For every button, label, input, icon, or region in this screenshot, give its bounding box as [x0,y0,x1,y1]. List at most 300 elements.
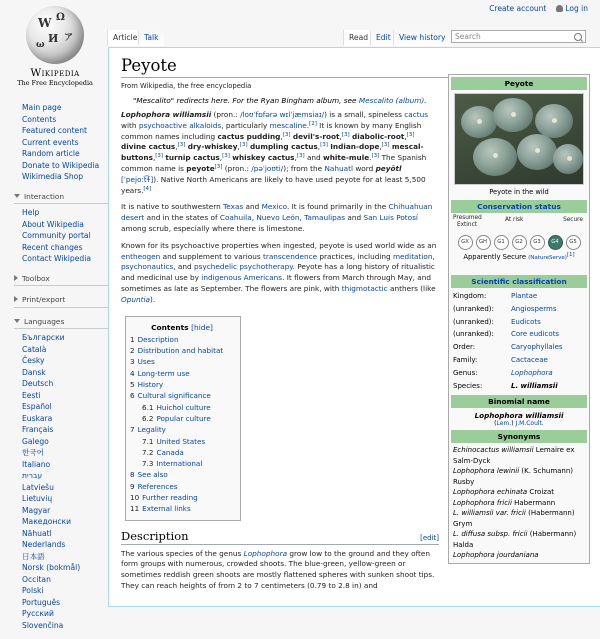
author-coult-link[interactable]: J.M.Coult. [515,420,544,428]
tab-history[interactable] [393,30,451,46]
sidebar-item-1[interactable] [22,114,114,126]
toc-link[interactable]: Uses [137,357,155,367]
scientific-classification-header[interactable] [451,275,587,288]
text: , particularly [221,120,270,130]
text: . It is found primarily in the [286,202,389,212]
text: anthers (like [387,283,436,293]
toc-number: 3 [130,357,135,367]
binomial-name: Lophophora williamsii [474,411,564,421]
taxonomy-rank: Genus: [453,368,478,377]
toc-link[interactable]: Distribution and habitat [137,346,224,356]
toc-link[interactable]: Further reading [142,493,198,502]
language-item-link[interactable]: Magyar [22,505,51,515]
toc-link[interactable]: Huichol culture [156,402,211,412]
natureserve-link[interactable]: (NatureServe) [528,255,567,261]
interaction-title: Interaction [24,191,65,201]
sidebar [14,102,114,639]
taxonomy-value-link[interactable]: Angiosperms [511,304,557,313]
language-item-8[interactable] [22,424,114,436]
taxonomy-row [451,367,587,380]
language-item-14[interactable] [22,493,114,505]
toc-link[interactable]: Popular culture [156,413,211,423]
toc-item[interactable] [130,368,234,379]
conservation-code-gh: GH [476,235,491,250]
language-item-19[interactable] [22,551,114,563]
language-item-link[interactable]: Occitan [22,574,51,584]
lophophora-link[interactable]: Lophophora [243,548,288,558]
toc-item[interactable] [130,402,234,413]
text: . Peyote has a long history of ritualistic and medicinal use by [121,262,435,283]
tamaulipas-link[interactable]: Tamaulipas [304,213,346,223]
synonym-authority: Croizat [527,488,554,497]
ref-link[interactable]: [3] [341,131,350,138]
toc-link[interactable]: United States [156,436,206,446]
logo-tagline: The Free Encyclopedia [17,79,93,87]
page-title: Peyote [121,56,590,78]
common-name: peyote [186,163,215,173]
toc-link[interactable]: Legality [137,425,166,435]
toolbox-title: Toolbox [22,273,50,283]
language-item-link[interactable]: Polski [22,586,44,595]
ref-link[interactable]: [3] [406,131,415,138]
toc-number: 7.2 [142,447,154,457]
sidebar-interaction-item-4[interactable] [22,253,114,265]
toc-link[interactable]: Cultural significance [137,391,211,401]
sidebar-interaction-item-link[interactable]: Help [22,208,40,217]
language-item-25[interactable] [22,620,114,632]
language-item-link[interactable]: Български [22,333,65,342]
synonym-name: L. williamsii var. fricii [453,509,526,518]
language-item-link[interactable]: Nāhuatl [22,528,52,538]
sidebar-interaction-item-2[interactable] [22,230,114,242]
sidebar-item-0[interactable] [22,102,114,114]
synonym-name: Echinocactus williamsii [453,446,534,455]
toc-item[interactable] [130,345,234,356]
at-risk-label: At risk [505,217,524,223]
ipa-link[interactable]: /pəˈjoʊti/ [251,163,284,173]
text: among scrub, especially where there is limestone. [121,223,305,233]
sidebar-item-link[interactable]: Main page [22,103,62,112]
wikipedia-logo[interactable] [14,6,96,87]
language-item-16[interactable] [22,516,114,528]
toc-number: 8 [130,470,135,480]
conservation-scale-labels [451,215,587,233]
tab-read-label[interactable]: Read [349,33,369,42]
synonym-item [451,498,587,509]
toc-item[interactable] [130,424,234,435]
edit-section-link[interactable]: [edit] [420,533,439,542]
conservation-status-header[interactable] [451,200,587,213]
language-item-link[interactable]: Español [22,402,52,411]
presumed-extinct-label: Presumed Extinct [453,215,482,228]
common-name: dry-whiskey [187,142,238,152]
common-name: mescal-buttons [121,142,424,163]
taxonomy-value-link[interactable]: Eudicots [511,317,541,326]
language-item-9[interactable] [22,436,114,448]
language-item-1[interactable] [22,344,114,356]
toc-link[interactable]: See also [137,470,168,480]
sidebar-item-link[interactable]: Featured content [22,126,88,135]
language-item-link[interactable]: Lietuvių [22,494,53,503]
language-item-10[interactable] [22,447,114,459]
sidebar-item-link[interactable]: Donate to Wikipedia [22,160,100,170]
taxonomy-row [451,341,587,354]
taxonomy-row [451,290,587,303]
language-item-15[interactable] [22,505,114,517]
texas-link[interactable]: Texas [223,202,244,212]
text: ( [494,420,497,428]
binomial-authority [451,420,587,427]
ref-link[interactable]: [3] [155,153,164,160]
taxonomy-value-link[interactable]: Lophophora [511,368,553,377]
toc-link[interactable]: International [156,459,203,469]
ref-link[interactable]: [4] [143,185,152,192]
synonym-name: Lophophora jourdaniana [453,551,539,560]
sidebar-item-2[interactable] [22,125,114,137]
language-item-12[interactable] [22,470,114,482]
ref-link[interactable]: [3] [239,142,248,149]
toolbox-heading[interactable] [14,273,114,287]
taxonomy-row [451,328,587,341]
language-item-link[interactable]: Norsk (bokmål) [22,563,81,572]
toc-list [130,334,234,515]
tab-edit-label[interactable]: Edit [376,33,391,42]
toc-item[interactable] [130,356,234,367]
language-item-7[interactable] [22,413,114,425]
conservation-code-g5: G5 [566,235,581,250]
transcendence-link[interactable]: transcendence [262,251,318,261]
synonym-item [451,529,587,550]
conservation-code-gx: GX [458,235,473,250]
ipa-link[interactable]: /loʊˈfɒfərə wɪlˈjæmsiaɪ/ [240,110,325,119]
section-heading-description [121,529,439,545]
mescaline-link[interactable]: mescaline [269,120,307,130]
hatnote-end: . [424,96,427,105]
opuntia-link[interactable]: Opuntia [121,294,150,304]
thigmotactic-link[interactable]: thigmotactic [341,283,388,293]
language-item-link[interactable]: Latviešu [22,482,54,492]
synonym-name: L. diffusa subsp. fricii [453,530,528,539]
language-item-link[interactable]: Italiano [22,459,51,469]
pron-end: ) [324,110,327,119]
languages-list [14,332,114,631]
sidebar-item-link[interactable]: Current events [22,137,79,147]
language-item-17[interactable] [22,528,114,540]
synonym-authority: (Habermann) Halda [453,530,577,549]
pron-label: (pron.: [213,110,241,119]
sidebar-item-5[interactable] [22,160,114,172]
taxonomy-value-link[interactable]: Cactaceae [511,355,548,364]
san-luis-potosi-link[interactable]: San Luis Potosí [363,213,418,223]
taxonomy-value-link[interactable]: Core eudicots [511,330,560,339]
toc-number: 6.1 [142,402,154,412]
text: and [304,153,323,163]
language-item-link[interactable]: Português [22,597,61,607]
taxonomy-rank: (unranked): [453,317,494,326]
toc-link[interactable]: Long-term use [137,368,190,378]
language-item-link[interactable]: Русский [22,609,54,618]
conservation-status-chart[interactable] [451,215,587,273]
sidebar-item-link[interactable]: Contents [22,114,57,124]
common-name: Indian-dope [330,142,380,152]
common-name: white-mule [323,153,370,163]
language-item-link[interactable]: 日本語 [22,551,45,561]
sidebar-interaction-item-link[interactable]: Recent changes [22,242,83,252]
peyote-photo[interactable] [454,93,584,185]
language-item-link[interactable]: עברית [22,471,43,480]
language-item-18[interactable] [22,539,114,551]
chihuahuan-link[interactable]: Chihuahuan desert [121,202,433,223]
language-item-23[interactable] [22,597,114,609]
toc-number: 6.2 [142,413,154,423]
toc-item[interactable] [130,390,234,401]
taxonomy-rank: Order: [453,343,476,352]
indigenous-americans-link[interactable]: indigenous Americans [201,273,283,283]
tab-talk[interactable] [138,30,164,46]
login-label[interactable]: Log in [565,4,588,13]
sidebar-item-3[interactable] [22,137,114,149]
login-link[interactable] [556,4,588,13]
text: . It flowers from March through May, and sometimes as late as September. The flowers are pink, with [121,273,432,293]
psychoactive-link[interactable]: psychoactive [138,120,187,130]
interaction-portal [14,191,114,265]
create-account-link[interactable]: Create account [489,4,547,13]
sidebar-interaction-item-link[interactable]: About Wikipedia [22,219,84,229]
language-item-link[interactable]: Slovenčina [22,620,64,630]
synonym-name: Lophophora echinata [453,488,528,497]
language-item-21[interactable] [22,574,114,586]
entheogen-link[interactable]: entheogen [121,251,161,261]
synonyms-list [451,445,587,561]
ref-link[interactable]: [3] [296,153,305,160]
language-item-link[interactable]: 한국어 [22,448,45,457]
common-name: diabolic-root [351,131,405,141]
toc-number: 7 [130,425,135,435]
toc-link[interactable]: Description [137,334,179,344]
mexico-link[interactable]: Mexico [261,202,287,212]
ref-link[interactable]: [3] [177,142,186,149]
sidebar-interaction-item-3[interactable] [22,242,114,254]
toc-item[interactable] [130,503,234,514]
languages-heading[interactable] [14,316,114,330]
language-item-4[interactable] [22,378,114,390]
language-item-link[interactable]: Galego [22,436,49,446]
synonym-name: Lophophora fricii [453,498,512,507]
conservation-code-g3: G3 [530,235,545,250]
toc-item[interactable] [130,481,234,492]
language-item-6[interactable] [22,401,114,413]
taxonomy-rank: (unranked): [453,330,494,339]
language-item-2[interactable] [22,355,114,367]
tab-history-label[interactable]: View history [399,33,446,42]
text: , and [173,262,194,272]
taxonomy-rank: (unranked): [453,304,494,313]
intro-paragraph-2: It is native to southwestern Texas and Mexico. It is found primarily in the Chihuahuan desert and in the states of Coahuila, Nuevo León, Tamaulipas and San Luis Potosí among scrub, especially where there is limestone. [121,202,433,233]
print-portal [14,294,114,308]
conservation-status-label[interactable]: Conservation status [477,202,561,211]
tab-article-label[interactable]: Article [113,33,138,42]
print-title: Print/export [22,295,66,304]
author-lem-link[interactable]: Lem. [496,420,512,428]
binomial-name-header: Binomial name [451,395,587,408]
chevron-down-icon [14,319,20,323]
nuevo-leon-link[interactable]: Nuevo León [256,213,300,223]
taxonomy-value-link[interactable]: L. williamsii [511,381,558,390]
language-item-link[interactable]: Dansk [22,367,46,377]
toc-link[interactable]: External links [142,504,191,514]
toc-item[interactable] [130,334,234,345]
sidebar-interaction-item-1[interactable] [22,219,114,231]
common-name: devil's-root [292,131,340,141]
language-item-13[interactable] [22,482,114,494]
text: ) [511,420,516,428]
toc-item[interactable] [130,469,234,480]
synonym-authority: Habermann [511,498,556,507]
language-item-0[interactable] [22,332,114,344]
language-item-link[interactable]: Català [22,344,47,354]
infobox-title: Peyote [451,77,587,90]
sidebar-item-link[interactable]: Random article [22,149,80,158]
sidebar-interaction-item-link[interactable]: Contact Wikipedia [22,254,91,263]
search-icon[interactable] [574,33,582,41]
text: and in the states of [144,213,220,223]
synonyms-header: Synonyms [451,430,587,443]
intro-paragraph-1: Lophophora williamsii (pron.: /loʊˈfɒfərə wɪlˈjæmsiaɪ/) is a small, spineless cactus with psychoactive alkaloids, particularly mescaline.[2] It is known by many English common names including cactus pudding,[3] devil's-root,[3] diabolic-root,[3] divine cactus,[3] dry-whiskey,[3] dumpling cactus,[3] Indian-dope,[3] mescal-buttons,[3] turnip cactus,[3] whiskey cactus,[3] and white-mule.[3] The Spanish common name is peyote[3] (pron.: /pəˈjoʊti/); from the Nahuatl word peyōtl [ˈpejoːt͡ɬ]). Native North Americans are likely to have used peyote for at least 5,500 years.[4] [121,110,429,195]
taxonomy-rank: Kingdom: [453,292,487,300]
taxonomy-value-link[interactable]: Plantae [511,292,538,300]
synonym-authority: (K. Schumann) Rusby [453,467,574,486]
toc-number: 6 [130,391,135,401]
meditation-link[interactable]: meditation [392,251,433,261]
toc-item[interactable] [130,379,234,390]
sidebar-interaction-item-link[interactable]: Community portal [22,231,91,240]
taxonomy-value-link[interactable]: Caryophyllales [511,343,563,352]
ipa-link[interactable]: [ˈpejoːt͡ɬ] [121,174,154,184]
sidebar-item-4[interactable] [22,148,114,160]
conservation-code-g2: G2 [512,235,527,250]
language-item-link[interactable]: Македонски [22,517,72,526]
languages-title: Languages [24,316,65,326]
navigation-portal [14,102,114,183]
sidebar-item-link[interactable]: Wikimedia Shop [22,172,84,181]
language-item-11[interactable] [22,459,114,471]
intro-binomial: Lophophora williamsii [121,110,212,119]
text: ). [150,294,156,304]
language-item-5[interactable] [22,390,114,402]
language-item-link[interactable]: Français [22,425,54,434]
language-item-20[interactable] [22,562,114,574]
toc-item[interactable] [130,413,234,424]
text: ); from the [283,163,325,173]
ref-link[interactable]: [3] [381,142,390,149]
text: and [345,213,364,223]
toc-number: 7.1 [142,436,154,446]
ref-link[interactable]: [2] [309,120,317,127]
tab-edit[interactable] [370,30,396,46]
logo-wordmark: Wikipedia [30,67,80,79]
coahuila-link[interactable]: Coahuila [219,213,252,223]
toc-number: 9 [130,481,135,491]
photo-caption: Peyote in the wild [489,188,549,196]
ref-link[interactable]: [3] [320,142,328,149]
language-item-link[interactable]: Deutsch [22,379,54,388]
toc-item[interactable] [130,492,234,503]
synonym-item [451,487,587,498]
ref-link[interactable]: [1] [566,252,575,258]
search-placeholder: Search [455,32,481,41]
language-item-link[interactable]: Eesti [22,390,41,400]
tab-read[interactable] [343,30,373,46]
synonym-item [451,445,587,466]
language-item-link[interactable]: Euskara [22,413,53,423]
text: The various species of the genus [121,548,244,558]
tab-talk-label[interactable]: Talk [144,33,159,42]
common-name: divine cactus [121,142,176,152]
toc-item[interactable] [130,458,234,469]
language-item-link[interactable]: Nederlands [22,540,66,549]
text: is a small, spineless [326,110,405,119]
chevron-down-icon [14,194,20,198]
ref-link[interactable]: [3] [282,131,291,138]
sidebar-item-6[interactable] [22,171,114,183]
synonym-name: Lophophora lewinii [453,467,520,476]
toc-item[interactable] [130,436,234,447]
toc-link[interactable]: History [137,380,164,390]
synonym-item [451,550,587,561]
nahuatl-link[interactable]: Nahuatl [324,163,353,173]
taxonomy-rank: Family: [453,355,478,364]
text: Known for its psychoactive properties when ingested, peyote is used world wide as an [121,240,437,250]
ref-link[interactable]: [3] [222,153,230,160]
language-item-22[interactable] [22,585,114,597]
languages-portal [14,316,114,632]
taxonomy-row [451,380,587,393]
toc-hide-link[interactable]: [hide] [191,322,213,332]
alkaloids-link[interactable]: alkaloids [189,120,222,130]
toc-item[interactable] [130,447,234,458]
synonym-item [451,466,587,487]
taxonomy-rank: Species: [453,381,483,390]
scientific-classification-label[interactable]: Scientific classification [471,277,567,286]
print-heading[interactable] [14,294,114,308]
language-item-24[interactable] [22,608,114,620]
taxobox [448,74,590,564]
cactus-link[interactable]: cactus [404,110,429,119]
toc-title [130,322,234,333]
navigation-list [14,102,114,183]
interaction-list [14,207,114,265]
psychonautics-link[interactable]: psychonautics [121,262,174,272]
ref-link[interactable]: [3] [214,163,223,170]
search-input[interactable] [451,30,586,43]
taxonomy-row [451,303,587,316]
common-name: whiskey cactus [232,153,295,163]
conservation-status-text [451,253,587,261]
ref-link[interactable]: [3] [371,153,380,160]
chevron-right-icon [14,275,18,281]
psychedelic-psychotherapy-link[interactable]: psychedelic psychotherapy [193,262,293,272]
peyotl-word: peyōtl [375,163,402,173]
language-item-3[interactable] [22,367,114,379]
interaction-heading[interactable] [14,191,114,205]
sidebar-interaction-item-0[interactable] [22,207,114,219]
text: It is native to southwestern [121,202,224,212]
toc-link[interactable]: Canada [156,447,184,457]
language-item-link[interactable]: Česky [22,356,45,365]
toc-link[interactable]: References [137,481,178,491]
hatnote-link[interactable]: Mescalito (album) [358,96,425,105]
toolbox-portal [14,273,114,287]
